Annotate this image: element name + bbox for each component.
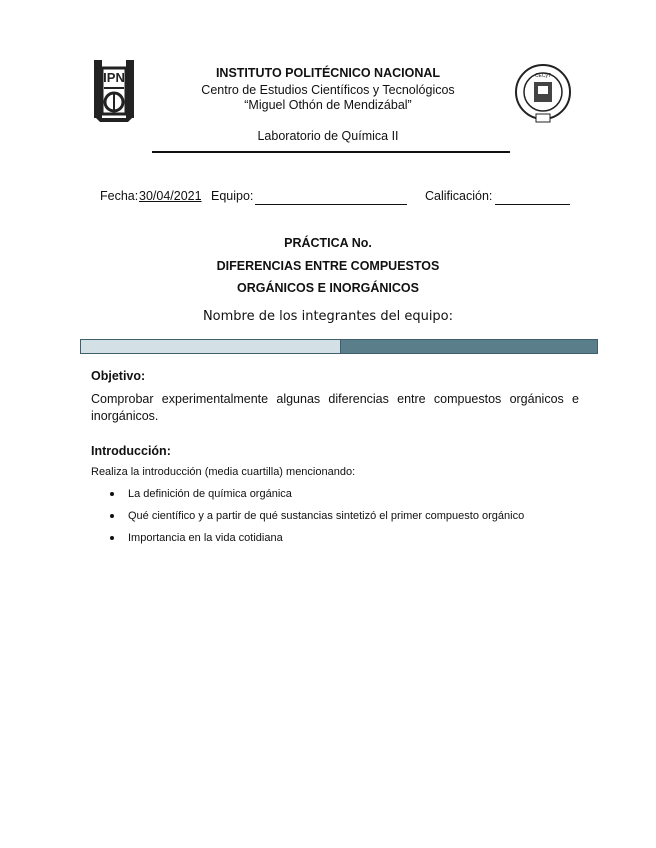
list-item: [107, 486, 524, 508]
practice-subtitle-line2: ORGÁNICOS E INORGÁNICOS: [237, 281, 419, 295]
header-divider: [152, 151, 510, 153]
bullet-icon: [110, 514, 114, 518]
institution-name: INSTITUTO POLITÉCNICO NACIONAL: [215, 66, 441, 80]
cecyt-name: “Miguel Othón de Mendizábal”: [244, 98, 412, 112]
laboratory-name: Laboratorio de Química II: [257, 129, 399, 143]
practice-title: PRÁCTICA No.: [284, 236, 372, 250]
introduction-list: [107, 486, 524, 552]
fecha-value[interactable]: 30/04/2021: [139, 189, 202, 203]
list-item: [107, 508, 524, 530]
objective-text: Comprobar experimentalmente algunas diferencias entre compuestos orgánicos e inorgánicos.: [91, 392, 579, 423]
list-item-text: La definición de química orgánica: [128, 488, 292, 500]
list-item-text: Qué científico y a partir de qué sustancias sintetizó el primer compuesto orgánico: [128, 510, 525, 522]
ipn-logo-text: IPN: [103, 70, 125, 85]
equipo-label: Equipo:: [211, 189, 254, 203]
bullet-icon: [110, 536, 114, 540]
practice-subtitle-line1: DIFERENCIAS ENTRE COMPUESTOS: [216, 259, 440, 273]
introduction-instruction: Realiza la introducción (media cuartilla) mencionando:: [91, 466, 356, 478]
bullet-icon: [110, 492, 114, 496]
list-item-text: Importancia en la vida cotidiana: [128, 532, 283, 544]
team-bar-left-cell[interactable]: [81, 340, 341, 353]
form-fields-row: [0, 189, 656, 207]
team-members-label: Nombre de los integrantes del equipo:: [202, 309, 454, 324]
team-members-bar: [80, 339, 598, 354]
team-bar-right-cell[interactable]: [341, 340, 597, 353]
calificacion-label: Calificación:: [425, 189, 493, 203]
objective-heading: Objetivo:: [91, 369, 146, 383]
list-item: [107, 530, 524, 552]
fecha-label: Fecha:: [100, 189, 139, 203]
equipo-field[interactable]: [255, 191, 407, 205]
cecyt-logo-text: CECyT: [534, 73, 552, 79]
introduction-heading: Introducción:: [91, 444, 171, 458]
calificacion-field[interactable]: [495, 191, 570, 205]
center-name: Centro de Estudios Científicos y Tecnológicos: [201, 83, 455, 97]
